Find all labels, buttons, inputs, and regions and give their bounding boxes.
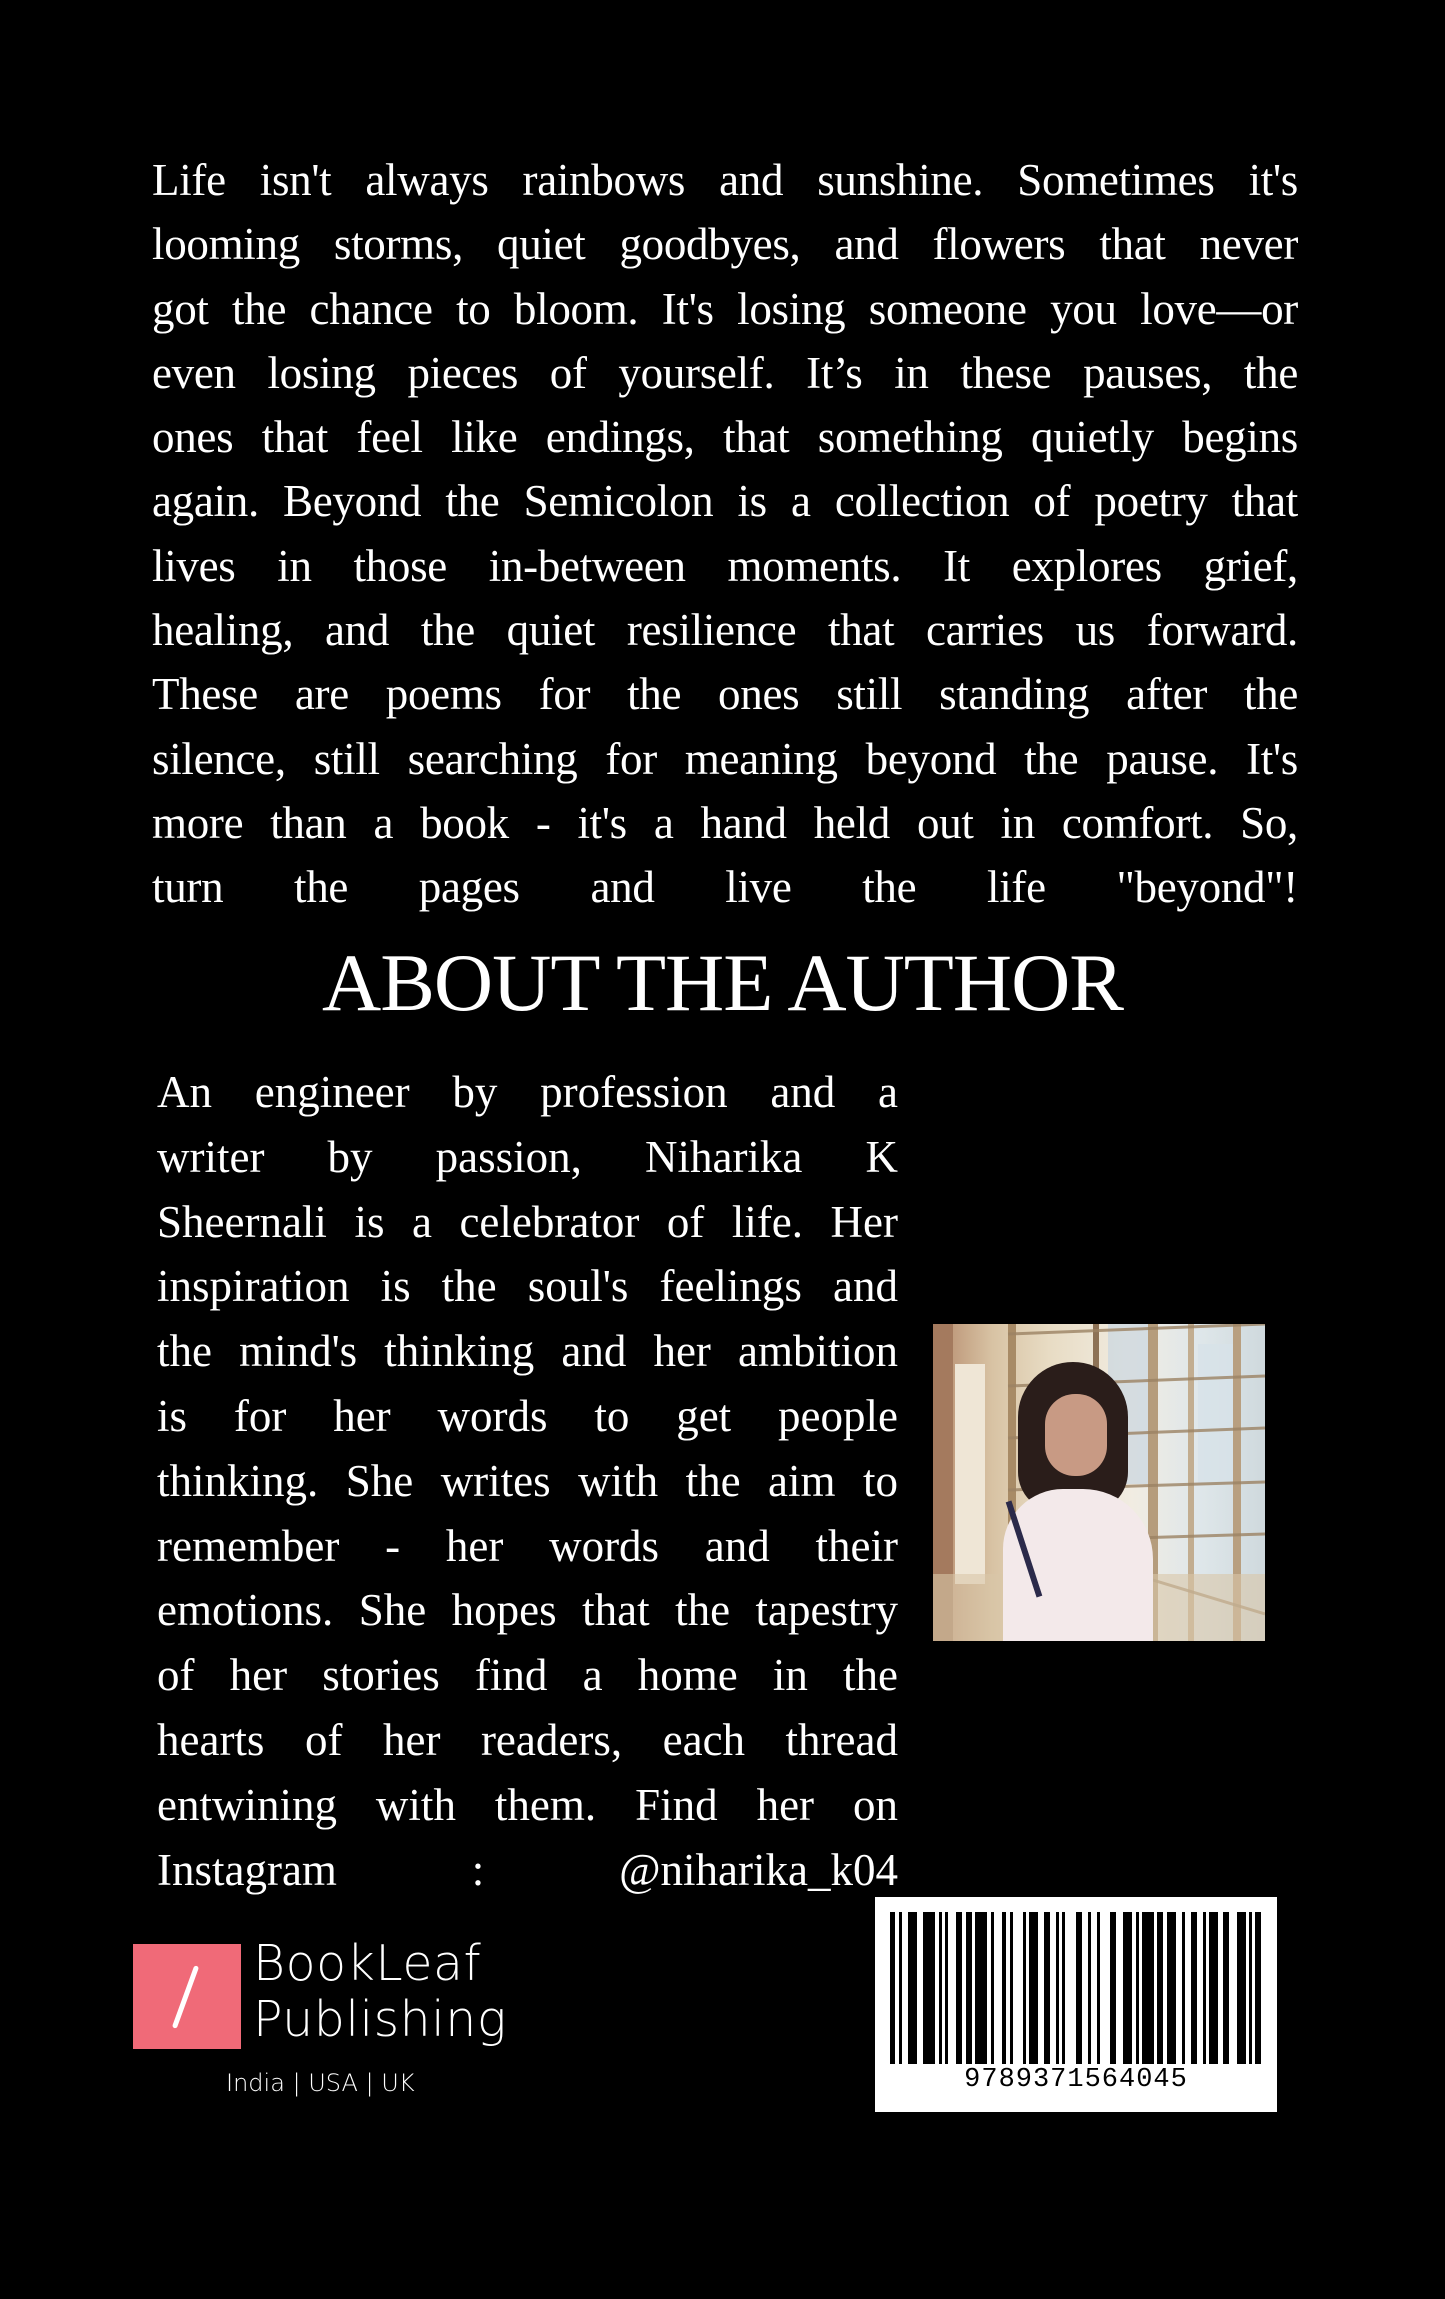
photo-person-face (1045, 1394, 1107, 1476)
bio-line: An engineer by profession and a (157, 1067, 898, 1117)
publisher-logo-square (133, 1944, 241, 2049)
blurb-line: looming storms, quiet goodbyes, and flowers that never (152, 219, 1298, 270)
publisher-name-line1: BookLeaf (253, 1935, 482, 1992)
author-photo (933, 1324, 1265, 1641)
blurb-line: again. Beyond the Semicolon is a collection of poetry that (152, 476, 1298, 527)
about-author-heading: ABOUT THE AUTHOR (322, 937, 1123, 1028)
blurb-line: turn the pages and live the life "beyond"! (152, 862, 1298, 913)
blurb-line: Life isn't always rainbows and sunshine. Sometimes it's (152, 155, 1298, 205)
publisher-regions: India | USA | UK (226, 2069, 415, 2097)
publisher-name (253, 1936, 507, 2048)
bio-line: hearts of her readers, each thread (157, 1714, 898, 1765)
isbn-barcode (875, 1897, 1277, 2112)
barcode-icon (890, 1912, 1262, 2064)
author-bio (157, 1060, 898, 1902)
publisher-name-line2: Publishing (253, 1991, 507, 2048)
book-blurb (152, 148, 1298, 920)
blurb-line: more than a book - it's a hand held out in comfort. So, (152, 797, 1298, 848)
blurb-line: even losing pieces of yourself. It’s in these pauses, the (152, 347, 1298, 398)
blurb-line: lives in those in-between moments. It explores grief, (152, 540, 1298, 591)
slash-icon (172, 1965, 199, 2029)
blurb-line: healing, and the quiet resilience that carries us forward. (152, 605, 1298, 656)
bio-line: entwining with them. Find her on (157, 1779, 898, 1830)
bio-line: is for her words to get people (157, 1390, 898, 1441)
bio-line: inspiration is the soul's feelings and (157, 1261, 898, 1312)
bio-line: the mind's thinking and her ambition (157, 1326, 898, 1377)
blurb-line: silence, still searching for meaning beyond the pause. It's (152, 733, 1298, 784)
bio-line: Sheernali is a celebrator of life. Her (157, 1196, 898, 1247)
bio-line: of her stories find a home in the (157, 1650, 898, 1701)
bio-line: Instagram : @niharika_k04 (157, 1844, 898, 1895)
bio-line: thinking. She writes with the aim to (157, 1455, 898, 1506)
isbn-number: 9789371564045 (964, 2065, 1188, 2095)
bio-line: emotions. She hopes that the tapestry (157, 1585, 898, 1636)
blurb-line: These are poems for the ones still standing after the (152, 669, 1298, 720)
blurb-line: got the chance to bloom. It's losing someone you love—or (152, 283, 1298, 334)
blurb-line: ones that feel like endings, that something quietly begins (152, 412, 1298, 463)
bio-line: writer by passion, Niharika K (157, 1131, 898, 1182)
bio-line: remember - her words and their (157, 1520, 898, 1571)
